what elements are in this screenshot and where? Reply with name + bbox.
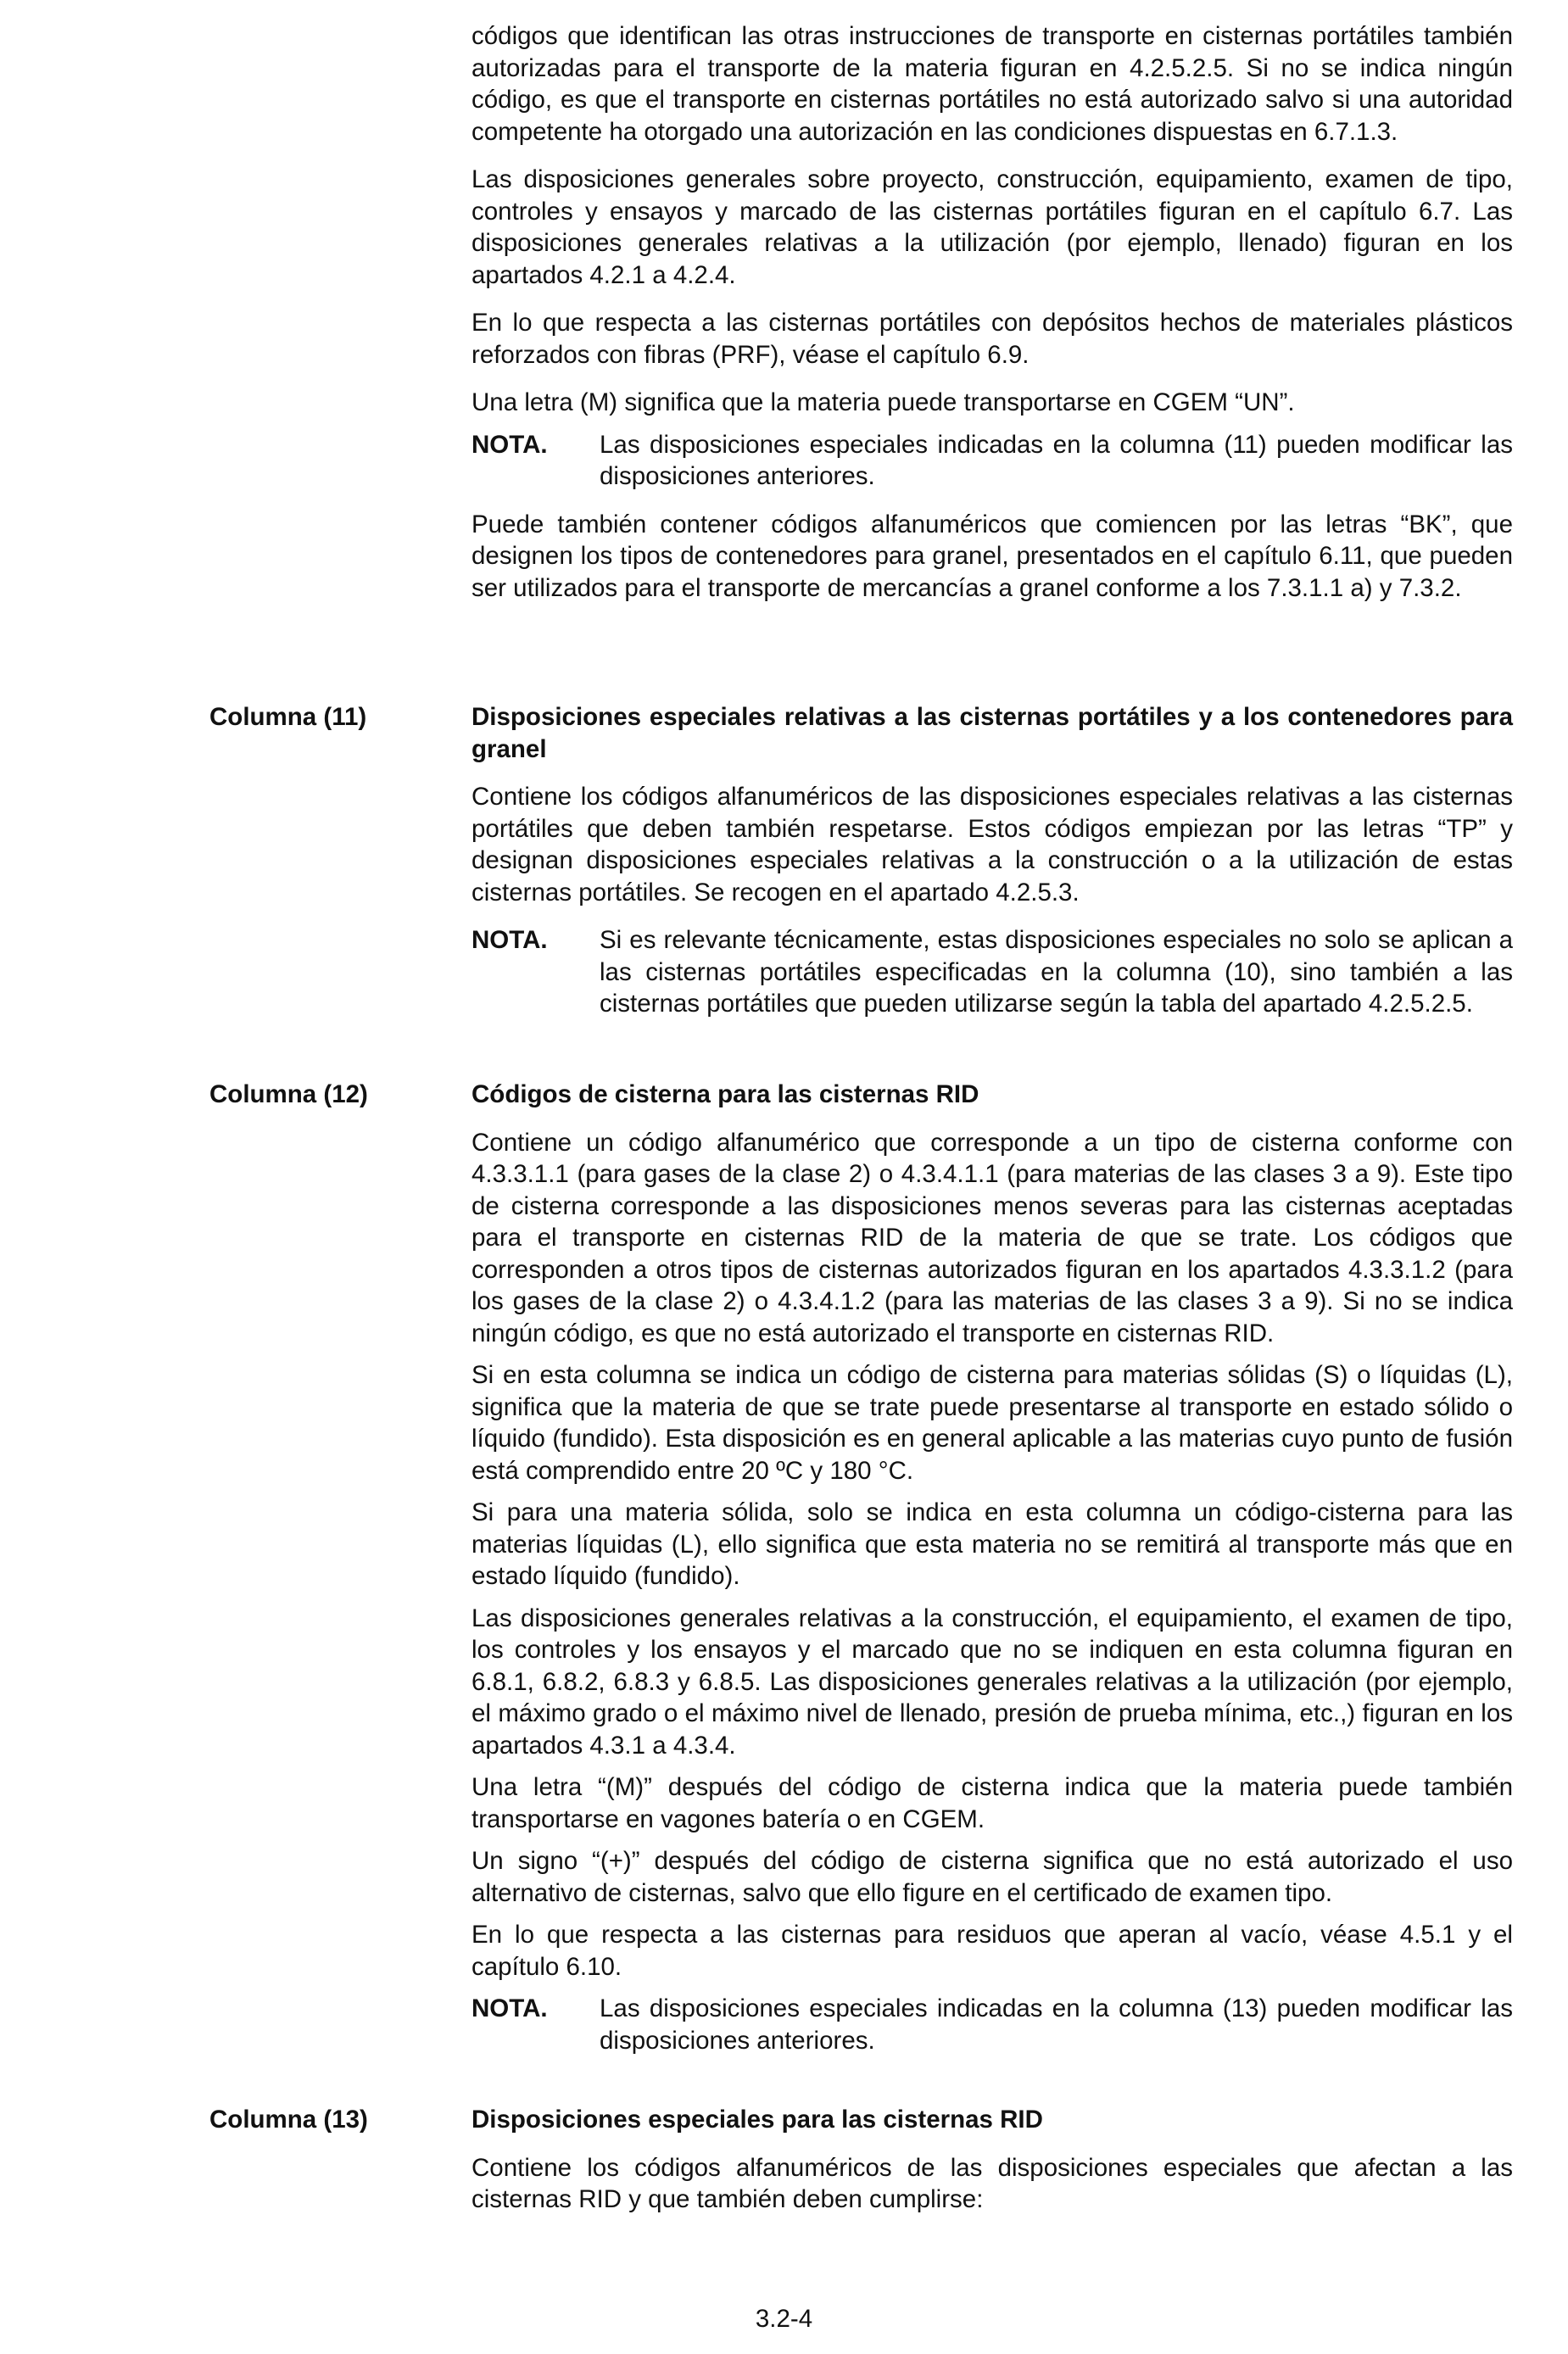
column-11-heading: Disposiciones especiales relativas a las cisternas portátiles y a los contenedores para granel xyxy=(472,703,1513,763)
column-13-heading: Disposiciones especiales para las cisternas RID xyxy=(472,2106,1043,2134)
column-13-paragraph-1: Contiene los códigos alfanuméricos de las disposiciones especiales que afectan a las cisternas RID y que también deben cumplirse: xyxy=(472,2153,1513,2213)
note-label: NOTA. xyxy=(472,430,548,459)
intro-paragraph-4: Una letra (M) significa que la materia puede transportarse en CGEM “UN”. xyxy=(472,388,1295,416)
note-text: Si es relevante técnicamente, estas disposiciones especiales no solo se aplican a las cisternas portátiles especificadas en la columna (10), sino también a las cisternas portátiles que pueden utilizarse según la tabla del apartado 4.2.5.2.5. xyxy=(600,926,1513,1018)
column-12-note xyxy=(472,1993,1513,2056)
column-13-label: Columna (13) xyxy=(209,2106,368,2134)
intro-note xyxy=(472,429,1513,493)
intro-paragraph-5: Puede también contener códigos alfanuméricos que comiencen por las letras “BK”, que designen los tipos de contenedores para granel, presentados en el capítulo 6.11, que pueden ser utilizados para el transporte de mercancías a granel conforme a los 7.3.1.1 a) y 7.3.2. xyxy=(472,510,1513,602)
column-12-paragraph-7: En lo que respecta a las cisternas para residuos que aperan al vacío, véase 4.5.1 y el capítulo 6.10. xyxy=(472,1921,1513,1981)
column-12-paragraph-6: Un signo “(+)” después del código de cisterna significa que no está autorizado el uso alternativo de cisternas, salvo que ello figure en el certificado de examen tipo. xyxy=(472,1847,1513,1907)
note-text: Las disposiciones especiales indicadas en la columna (13) pueden modificar las disposiciones anteriores. xyxy=(600,1994,1513,2055)
column-12-paragraph-4: Las disposiciones generales relativas a la construcción, el equipamiento, el examen de tipo, los controles y los ensayos y el marcado que no se indiquen en esta columna figuran en 6.8.1, 6.8.2, 6.8.3 y 6.8.5. Las disposiciones generales relativas a la utilización (por ejemplo, el máximo grado o el máximo nivel de llenado, presión de prueba mínima, etc.,) figuran en los apartados 4.3.1 a 4.3.4. xyxy=(472,1604,1513,1760)
intro-paragraph-1: códigos que identifican las otras instrucciones de transporte en cisternas portátiles también autorizadas para el transporte de la materia figuran en 4.2.5.2.5. Si no se indica ningún código, es que el transporte en cisternas portátiles no está autorizado salvo si una autoridad competente ha otorgado una autorización en las condiciones dispuestas en 6.7.1.3. xyxy=(472,22,1513,146)
column-11-section xyxy=(472,701,1513,1020)
column-12-paragraph-1: Contiene un código alfanumérico que corresponde a un tipo de cisterna conforme con 4.3.3.1.1 (para gases de la clase 2) o 4.3.4.1.1 (para materias de las clases 3 a 9). Este tipo de cisterna corresponde a las disposiciones menos severas para las cisternas aceptadas para el transporte en cisternas RID de la materia de que se trate. Los códigos que corresponden a otros tipos de cisternas autorizados figuran en los apartados 4.3.3.1.2 (para los gases de la clase 2) o 4.3.4.1.2 (para las materias de las clases 3 a 9). Si no se indica ningún código, es que no está autorizado el transporte en cisternas RID. xyxy=(472,1128,1513,1347)
page-number: 3.2-4 xyxy=(755,2305,813,2333)
column-12-section xyxy=(472,1079,1513,2056)
column-12-heading: Códigos de cisterna para las cisternas RID xyxy=(472,1080,979,1108)
intro-paragraph-2: Las disposiciones generales sobre proyecto, construcción, equipamiento, examen de tipo, controles y ensayos y marcado de las cisternas portátiles figuran en el capítulo 6.7. Las disposiciones generales relativas a la utilización (por ejemplo, llenado) figuran en los apartados 4.2.1 a 4.2.4. xyxy=(472,165,1513,289)
column-11-note xyxy=(472,924,1513,1020)
note-label: NOTA. xyxy=(472,1994,548,2022)
column-12-paragraph-2: Si en esta columna se indica un código de cisterna para materias sólidas (S) o líquidas (L), significa que la materia de que se trate puede presentarse al transporte en estado sólido o líquido (fundido). Esta disposición es en general aplicable a las materias cuyo punto de fusión está comprendido entre 20 ºC y 180 °C. xyxy=(472,1361,1513,1485)
note-label: NOTA. xyxy=(472,926,548,954)
column-13-section xyxy=(472,2104,1513,2216)
column-12-paragraph-5: Una letra “(M)” después del código de cisterna indica que la materia puede también transportarse en vagones batería o en CGEM. xyxy=(472,1773,1513,1833)
note-text: Las disposiciones especiales indicadas en la columna (11) pueden modificar las disposiciones anteriores. xyxy=(600,430,1513,490)
column-12-paragraph-3: Si para una materia sólida, solo se indica en esta columna un código-cisterna para las materias líquidas (L), ello significa que esta materia no se remitirá al transporte más que en estado líquido (fundido). xyxy=(472,1498,1513,1590)
intro-section xyxy=(472,20,1513,604)
intro-paragraph-3: En lo que respecta a las cisternas portátiles con depósitos hechos de materiales plásticos reforzados con fibras (PRF), véase el capítulo 6.9. xyxy=(472,309,1513,369)
column-11-label: Columna (11) xyxy=(209,703,367,731)
column-12-label: Columna (12) xyxy=(209,1080,368,1108)
column-11-paragraph-1: Contiene los códigos alfanuméricos de las disposiciones especiales relativas a las cisternas portátiles que deben también respetarse. Estos códigos empiezan por las letras “TP” y designan disposiciones especiales relativas a la construcción o a la utilización de estas cisternas portátiles. Se recogen en el apartado 4.2.5.3. xyxy=(472,783,1513,906)
